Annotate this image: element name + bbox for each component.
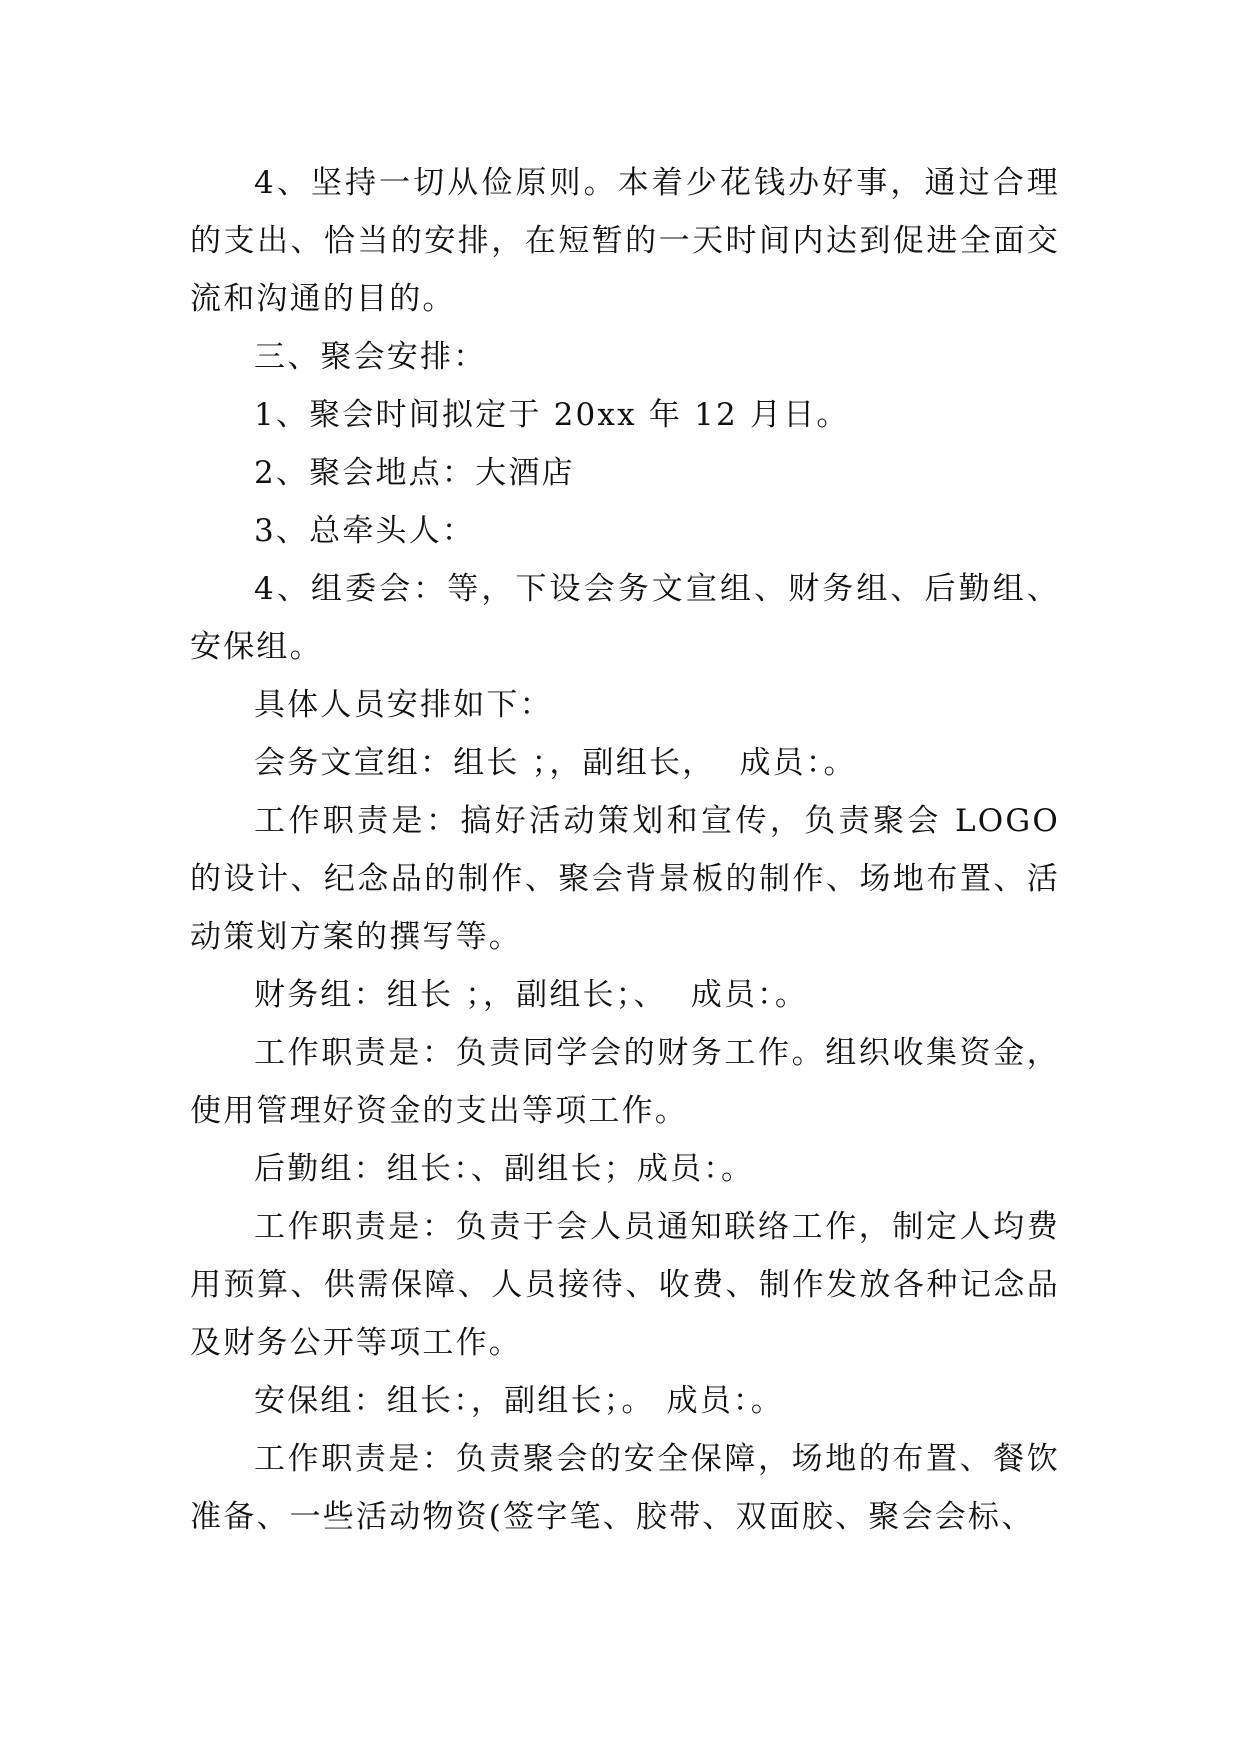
document-body — [190, 154, 1073, 1546]
section-heading-arrangement: 三、聚会安排： — [254, 339, 487, 375]
paragraph-time: 1、聚会时间拟定于 20xx 年 12 月日。 — [254, 397, 850, 433]
paragraph-location: 2、聚会地点：大酒店 — [254, 455, 575, 491]
paragraph-logistics-duties: 工作职责是：负责于会人员通知联络工作，制定人均费用预算、供需保障、人员接待、收费、制作发放各种记念品及财务公开等项工作。 — [190, 1209, 1060, 1361]
paragraph-lead: 3、总牵头人： — [254, 513, 476, 549]
paragraph-publicity-group: 会务文宣组：组长 ；，副组长， 成员：。 — [254, 745, 857, 781]
paragraph-security-duties: 工作职责是：负责聚会的安全保障，场地的布置、餐饮准备、一些活动物资(签字笔、胶带、双面胶、聚会会标、 — [190, 1441, 1060, 1535]
paragraph-principle-4: 4、坚持一切从俭原则。本着少花钱办好事，通过合理的支出、恰当的安排，在短暂的一天时间内达到促进全面交流和沟通的目的。 — [190, 165, 1060, 317]
paragraph-security-group: 安保组：组长：，副组长；。 成员：。 — [254, 1383, 784, 1419]
paragraph-committee: 4、组委会：等，下设会务文宣组、财务组、后勤组、安保组。 — [190, 571, 1060, 665]
paragraph-publicity-duties: 工作职责是：搞好活动策划和宣传，负责聚会 LOGO 的设计、纪念品的制作、聚会背景板的制作、场地布置、活动策划方案的撰写等。 — [190, 803, 1073, 955]
paragraph-staff-intro: 具体人员安排如下： — [254, 687, 553, 723]
paragraph-finance-duties: 工作职责是：负责同学会的财务工作。组织收集资金，使用管理好资金的支出等项工作。 — [190, 1035, 1060, 1129]
paragraph-logistics-group: 后勤组：组长：、副组长；成员：。 — [254, 1151, 755, 1187]
paragraph-finance-group: 财务组：组长 ；，副组长；、 成员：。 — [254, 977, 809, 1013]
